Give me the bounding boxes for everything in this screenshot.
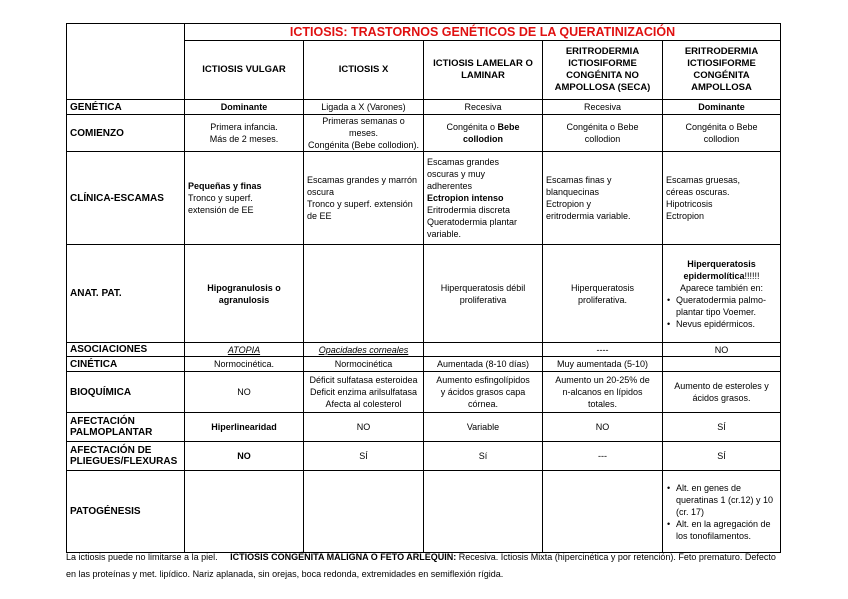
cell (424, 152, 543, 245)
cell (663, 372, 781, 413)
cell: Muy aumentada (5-10) (543, 357, 663, 372)
cell: NO (543, 413, 663, 442)
line: oscura (307, 187, 335, 197)
row-label: ASOCIACIONES (67, 343, 185, 357)
cell (304, 152, 424, 245)
cell (543, 115, 663, 152)
footnote-rest: Recesiva. Ictiosis Mixta (hipercinética y por retención). Feto prematuro. Defecto en las proteínas y met. lipídico. Nariz aplanada, sin orejas, boca redonda, extremidades en semiflexión rígida. (66, 552, 776, 579)
cell (663, 245, 781, 343)
line: Primera infancia. (210, 122, 278, 132)
cell: ---- (543, 343, 663, 357)
line: Escamas grandes (427, 157, 500, 167)
table-title: ICTIOSIS: TRASTORNOS GENÉTICOS DE LA QUERATINIZACIÓN (185, 24, 781, 41)
cell (304, 471, 424, 553)
line: Afecta al colesterol (325, 399, 402, 409)
ictiosis-table (66, 23, 781, 553)
line: Hipogranulosis o (207, 282, 281, 293)
line: collodion (584, 134, 621, 144)
row-palmoplantar (67, 413, 781, 442)
cell: Normocinética. (185, 357, 304, 372)
line: ácidos grasos. (692, 393, 751, 403)
list-item: • Alt. en genes de queratinas 1 (cr.12) y 10 (cr. 17) (676, 482, 777, 518)
cell: NO (663, 343, 781, 357)
line: de EE (307, 211, 332, 221)
line: adherentes (427, 181, 473, 191)
row-cinetica (67, 357, 781, 372)
line: PLIEGUES/FLEXURAS (70, 456, 178, 467)
line: y ácidos grasos capa (440, 387, 526, 397)
line: Ectropion y (546, 199, 592, 209)
cell (663, 152, 781, 245)
line: Hiperqueratosis débil (440, 282, 526, 293)
row-genetica (67, 100, 781, 115)
cell: Normocinética (304, 357, 424, 372)
col-header-ictiosis-vulgar: ICTIOSIS VULGAR (185, 41, 304, 100)
cell (424, 115, 543, 152)
cell: Aumentada (8-10 días) (424, 357, 543, 372)
cell (663, 115, 781, 152)
line: Aumento de esteroles y (674, 381, 769, 391)
cell: SÍ (304, 442, 424, 471)
cell: NO (304, 413, 424, 442)
line: Escamas finas y (546, 175, 612, 185)
col-header-ictiosis-lamelar: ICTIOSIS LAMELAR O LAMINAR (424, 41, 543, 100)
line: Ectropion intenso (427, 193, 504, 203)
cell (424, 245, 543, 343)
line: Congénita o Bebe (685, 122, 758, 132)
line: Aumento esfingolípidos (436, 375, 530, 385)
line: blanquecinas (546, 187, 600, 197)
cell: --- (543, 442, 663, 471)
line: PALMOPLANTAR (70, 427, 153, 438)
line: !!!!!! (744, 270, 760, 281)
row-label: PATOGÉNESIS (67, 471, 185, 553)
corner-cell (67, 24, 185, 100)
row-label (67, 413, 185, 442)
row-comienzo (67, 115, 781, 152)
line: Congénita o (446, 122, 498, 132)
row-pliegues (67, 442, 781, 471)
line: Aparece también en: (679, 282, 764, 293)
cell: Ligada a X (Varones) (304, 100, 424, 115)
cell: Opacidades corneales (304, 343, 424, 357)
line: céreas oscuras. (666, 187, 730, 197)
line: Eritrodermia discreta (427, 205, 511, 215)
list-item: • Nevus epidérmicos. (676, 318, 777, 330)
line: extensión de EE (188, 205, 254, 215)
line: Queratodermia plantar (427, 217, 518, 227)
line: AFECTACIÓN DE (70, 445, 152, 456)
footnote (66, 549, 786, 583)
line: Aumento un 20-25% de (555, 375, 650, 385)
cell: NO (185, 442, 304, 471)
cell: SÍ (663, 442, 781, 471)
cell (185, 471, 304, 553)
list-item: • Alt. en la agregación de los tonofilamentos. (676, 518, 777, 542)
line: Congénita o Bebe (566, 122, 639, 132)
col-header-ictiosis-x: ICTIOSIS X (304, 41, 424, 100)
col-header-eritrodermia-no-ampollosa: ERITRODERMIA ICTIOSIFORME CONGÉNITA NO AMPOLLOSA (SECA) (543, 41, 663, 100)
line: Bebe (497, 122, 520, 132)
cell (304, 245, 424, 343)
line: Hipotricosis (666, 199, 713, 209)
row-label: COMIENZO (67, 115, 185, 152)
line: Hiperqueratosis (687, 258, 756, 269)
cell (543, 471, 663, 553)
line: Hiperqueratosis (570, 282, 635, 293)
line: Tronco y superf. extensión (307, 199, 413, 209)
line: totales. (587, 399, 618, 409)
line: collodion (703, 134, 740, 144)
row-label: CINÉTICA (67, 357, 185, 372)
line: n-alcanos en lípidos (562, 387, 643, 397)
cell: Recesiva (424, 100, 543, 115)
line: AFECTACIÓN (70, 416, 135, 427)
line: collodion (463, 134, 503, 144)
row-label (67, 442, 185, 471)
bullet-list (666, 482, 777, 542)
cell (304, 372, 424, 413)
line: Tronco y superf. (188, 193, 253, 203)
bullet-list (666, 294, 777, 330)
cell (663, 357, 781, 372)
cell (543, 245, 663, 343)
cell (185, 245, 304, 343)
line: oscuras y muy (427, 169, 486, 179)
line: córnea. (467, 399, 499, 409)
cell: Variable (424, 413, 543, 442)
cell: SÍ (663, 413, 781, 442)
cell (543, 152, 663, 245)
cell (304, 115, 424, 152)
line: epidermolítica (683, 270, 745, 281)
row-label: BIOQUÍMICA (67, 372, 185, 413)
row-label: GENÉTICA (67, 100, 185, 115)
row-clinica (67, 152, 781, 245)
row-patogenesis (67, 471, 781, 553)
cell (424, 471, 543, 553)
cell (663, 471, 781, 553)
line: Escamas grandes y marrón (307, 175, 418, 185)
cell (185, 152, 304, 245)
line: eritrodermia variable. (546, 211, 631, 221)
col-header-eritrodermia-ampollosa: ERITRODERMIA ICTIOSIFORME CONGÉNITA AMPOLLOSA (663, 41, 781, 100)
footnote-lead: La ictiosis puede no limitarse a la piel. (66, 552, 218, 562)
cell: Hiperlinearidad (185, 413, 304, 442)
row-anat-pat (67, 245, 781, 343)
cell: Sí (424, 442, 543, 471)
cell (185, 115, 304, 152)
line: Congénita (Bebe collodion). (307, 140, 420, 150)
list-item: • Queratodermia palmo-plantar tipo Voemer. (676, 294, 777, 318)
line: agranulosis (218, 294, 270, 305)
row-label: CLÍNICA-ESCAMAS (67, 152, 185, 245)
cell: NO (185, 372, 304, 413)
cell (424, 372, 543, 413)
row-label: ANAT. PAT. (67, 245, 185, 343)
line: Primeras semanas o meses. (322, 116, 405, 138)
line: Más de 2 meses. (209, 134, 279, 144)
line: Deficit enzima arilsulfatasa (309, 387, 418, 397)
line: proliferativa. (577, 294, 628, 305)
line: Pequeñas y finas (188, 181, 262, 191)
row-asociaciones (67, 343, 781, 357)
cell: Dominante (663, 100, 781, 115)
line: proliferativa (459, 294, 507, 305)
cell (543, 372, 663, 413)
line: Ectropion (666, 211, 705, 221)
cell: Recesiva (543, 100, 663, 115)
line: Déficit sulfatasa esteroidea (309, 375, 418, 385)
line: variable. (427, 229, 462, 239)
cell (424, 343, 543, 357)
cell: ATOPIA (185, 343, 304, 357)
footnote-bold: ICTIOSIS CONGÉNITA MALIGNA O FETO ARLEQUIN: (230, 552, 457, 562)
line: Escamas gruesas, (666, 175, 741, 185)
cell: Dominante (185, 100, 304, 115)
row-bioquimica (67, 372, 781, 413)
